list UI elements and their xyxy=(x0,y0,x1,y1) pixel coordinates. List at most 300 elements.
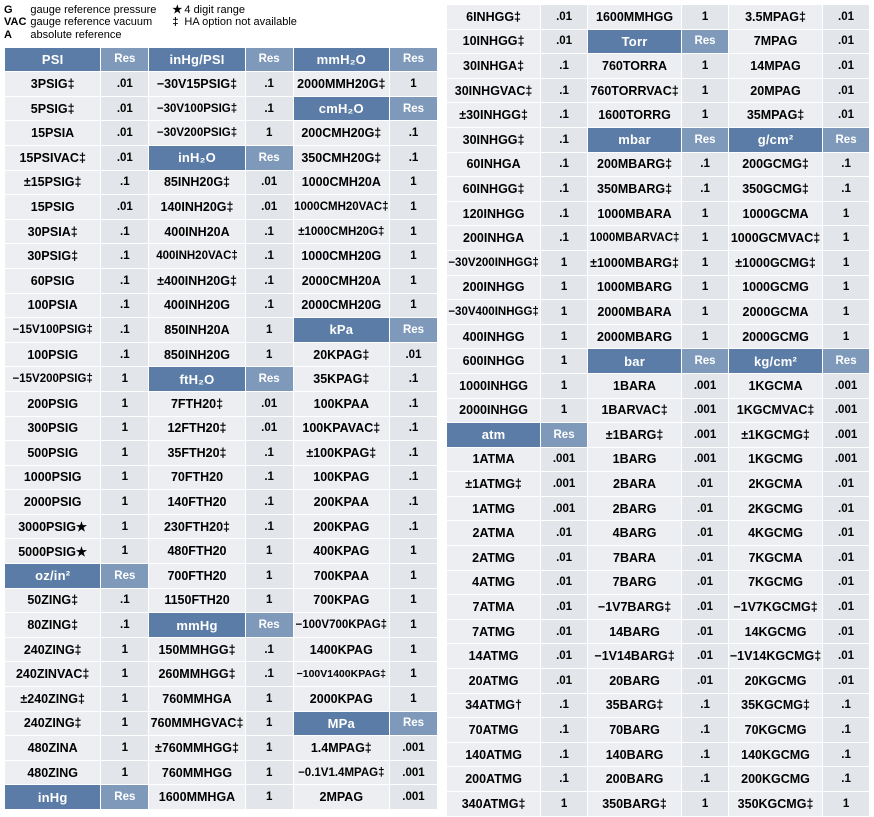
resolution-cell: .01 xyxy=(823,619,870,644)
table-row xyxy=(5,490,438,515)
resolution-cell: 1 xyxy=(823,226,870,251)
range-code-cell: 200KPAA xyxy=(293,490,389,515)
resolution-cell: 1 xyxy=(101,441,149,466)
unit-group-header: ftH₂O xyxy=(149,367,245,392)
table-row xyxy=(5,318,438,343)
range-code-cell: −30V15PSIG‡ xyxy=(149,72,245,97)
range-code-cell: 30PSIA‡ xyxy=(5,219,101,244)
table-row xyxy=(447,472,870,497)
range-code-cell: 85INH20G‡ xyxy=(149,170,245,195)
range-code-cell: 200MBARG‡ xyxy=(587,152,681,177)
resolution-header: Res xyxy=(389,711,437,736)
resolution-cell: .01 xyxy=(823,521,870,546)
resolution-header: Res xyxy=(389,318,437,343)
range-code-cell: 30INHGVAC‡ xyxy=(447,78,541,103)
range-code-cell: 7BARG xyxy=(587,570,681,595)
table-row xyxy=(5,539,438,564)
resolution-cell: .1 xyxy=(389,145,437,170)
range-code-cell: 14KGCMG xyxy=(728,619,822,644)
legend-key-g: G xyxy=(4,4,13,16)
range-code-cell: 2000MMH20G‡ xyxy=(293,72,389,97)
range-code-cell: 20KGCMG xyxy=(728,669,822,694)
resolution-cell: 1 xyxy=(101,465,149,490)
resolution-cell: 1 xyxy=(541,398,588,423)
resolution-cell: .01 xyxy=(823,78,870,103)
resolution-cell: .1 xyxy=(541,767,588,792)
resolution-cell: .01 xyxy=(823,595,870,620)
range-code-cell: ±400INH20G‡ xyxy=(149,268,245,293)
table-row xyxy=(447,5,870,30)
range-code-cell: 200KPAG xyxy=(293,514,389,539)
range-code-cell: 200CMH20G‡ xyxy=(293,121,389,146)
resolution-cell: .001 xyxy=(823,398,870,423)
range-code-cell: 2000MBARA xyxy=(587,300,681,325)
range-code-cell: 60INHGA xyxy=(447,152,541,177)
resolution-cell: 1 xyxy=(101,514,149,539)
resolution-cell: .001 xyxy=(389,760,437,785)
resolution-cell: .1 xyxy=(823,152,870,177)
range-code-cell: 35FTH20‡ xyxy=(149,441,245,466)
range-code-cell: 20BARG xyxy=(587,669,681,694)
range-code-cell: ±240ZING‡ xyxy=(5,687,101,712)
resolution-cell: 1 xyxy=(823,792,870,817)
range-code-cell: 100PSIG xyxy=(5,342,101,367)
table-row xyxy=(447,78,870,103)
resolution-cell: 1 xyxy=(245,318,293,343)
resolution-cell: .01 xyxy=(823,669,870,694)
range-code-cell: −30V200INHGG‡ xyxy=(447,250,541,275)
resolution-cell: .01 xyxy=(541,570,588,595)
range-code-cell: 35MPAG‡ xyxy=(728,103,822,128)
table-row xyxy=(5,736,438,761)
table-row xyxy=(447,373,870,398)
legend-value-vac: gauge reference vacuum xyxy=(30,16,153,29)
resolution-cell: .01 xyxy=(101,145,149,170)
resolution-cell: .001 xyxy=(682,447,729,472)
table-row xyxy=(5,219,438,244)
legend-note-dagger xyxy=(172,16,297,28)
range-code-cell: 350MBARG‡ xyxy=(587,177,681,202)
resolution-cell: .01 xyxy=(682,619,729,644)
range-code-cell: 1000CMH20G xyxy=(293,244,389,269)
resolution-cell: .01 xyxy=(682,644,729,669)
unit-group-header: inHg/PSI xyxy=(149,47,245,72)
range-code-cell: 1000CMH20A xyxy=(293,170,389,195)
range-code-cell: 1600TORRG xyxy=(587,103,681,128)
table-row xyxy=(447,595,870,620)
range-code-cell: 7KGCMA xyxy=(728,546,822,571)
resolution-header: Res xyxy=(245,367,293,392)
table-row xyxy=(5,785,438,810)
range-code-cell: 2000GCMG xyxy=(728,324,822,349)
resolution-cell: 1 xyxy=(389,195,437,220)
resolution-cell: 1 xyxy=(541,324,588,349)
table-row xyxy=(447,423,870,448)
resolution-header: Res xyxy=(245,613,293,638)
resolution-cell: 1 xyxy=(389,564,437,589)
range-code-cell: 1ATMG xyxy=(447,496,541,521)
resolution-header: Res xyxy=(101,564,149,589)
table-row xyxy=(5,711,438,736)
resolution-cell: 1 xyxy=(389,613,437,638)
resolution-cell: .01 xyxy=(541,5,588,30)
resolution-cell: 1 xyxy=(389,637,437,662)
resolution-cell: .1 xyxy=(682,718,729,743)
resolution-cell: 1 xyxy=(389,170,437,195)
resolution-header: Res xyxy=(823,127,870,152)
table-row xyxy=(447,177,870,202)
table-row xyxy=(447,718,870,743)
table-row xyxy=(447,570,870,595)
range-code-cell: 350CMH20G‡ xyxy=(293,145,389,170)
unit-group-header: inHg xyxy=(5,785,101,810)
resolution-cell: .01 xyxy=(823,54,870,79)
resolution-cell: 1 xyxy=(389,588,437,613)
range-code-cell: 4KGCMG xyxy=(728,521,822,546)
resolution-cell: 1 xyxy=(101,662,149,687)
resolution-cell: 1 xyxy=(823,250,870,275)
range-code-cell: 14MPAG xyxy=(728,54,822,79)
unit-group-header: atm xyxy=(447,423,541,448)
range-code-cell: 70FTH20 xyxy=(149,465,245,490)
table-row xyxy=(5,96,438,121)
resolution-cell: 1 xyxy=(682,201,729,226)
resolution-cell: .01 xyxy=(245,170,293,195)
table-row xyxy=(447,250,870,275)
resolution-cell: .1 xyxy=(101,219,149,244)
resolution-cell: 1 xyxy=(823,300,870,325)
resolution-cell: 1 xyxy=(245,687,293,712)
legend-value-g: gauge reference pressure xyxy=(30,4,157,16)
range-code-cell: −100V1400KPAG‡ xyxy=(293,662,389,687)
table-row xyxy=(5,121,438,146)
resolution-cell: 1 xyxy=(389,539,437,564)
table-row xyxy=(447,792,870,817)
table-row xyxy=(447,300,870,325)
range-code-cell: 400KPAG xyxy=(293,539,389,564)
table-row xyxy=(447,54,870,79)
resolution-cell: 1 xyxy=(823,275,870,300)
range-code-cell: 100KPAVAC‡ xyxy=(293,416,389,441)
range-code-cell: 1ATMA xyxy=(447,447,541,472)
resolution-cell: 1 xyxy=(682,300,729,325)
resolution-cell: .1 xyxy=(541,226,588,251)
range-code-cell: 1KGCMG xyxy=(728,447,822,472)
resolution-cell: .001 xyxy=(682,398,729,423)
legend-note-dagger-text: HA option not available xyxy=(184,16,297,29)
table-row xyxy=(447,29,870,54)
resolution-cell: .01 xyxy=(245,391,293,416)
resolution-cell: .001 xyxy=(682,373,729,398)
range-code-cell: 140KGCMG xyxy=(728,742,822,767)
table-row xyxy=(447,398,870,423)
resolution-cell: .1 xyxy=(245,244,293,269)
resolution-cell: 1 xyxy=(541,349,588,374)
range-code-cell: 300PSIG xyxy=(5,416,101,441)
resolution-cell: 1 xyxy=(389,687,437,712)
range-code-cell: 1000CMH20VAC‡ xyxy=(293,195,389,220)
resolution-cell: .01 xyxy=(101,72,149,97)
resolution-cell: .1 xyxy=(682,742,729,767)
range-code-cell: ±1000CMH20G‡ xyxy=(293,219,389,244)
range-code-cell: −30V100PSIG‡ xyxy=(149,96,245,121)
range-code-cell: 1BARG xyxy=(587,447,681,472)
resolution-header: Res xyxy=(245,145,293,170)
resolution-cell: .1 xyxy=(101,342,149,367)
range-code-cell: 1000GCMA xyxy=(728,201,822,226)
range-code-cell: 700FTH20 xyxy=(149,564,245,589)
table-row xyxy=(5,613,438,638)
resolution-cell: .1 xyxy=(101,293,149,318)
resolution-cell: .1 xyxy=(245,490,293,515)
range-code-cell: 200BARG xyxy=(587,767,681,792)
resolution-cell: .1 xyxy=(823,177,870,202)
table-row xyxy=(447,127,870,152)
table-row xyxy=(5,760,438,785)
range-code-cell: 1KGCMVAC‡ xyxy=(728,398,822,423)
resolution-cell: .01 xyxy=(682,521,729,546)
range-code-cell: 1000GCMVAC‡ xyxy=(728,226,822,251)
table-row xyxy=(5,514,438,539)
range-code-cell: 400INHGG xyxy=(447,324,541,349)
range-code-cell: 2MPAG xyxy=(293,785,389,810)
resolution-cell: .1 xyxy=(245,72,293,97)
resolution-cell: 1 xyxy=(541,300,588,325)
resolution-cell: .1 xyxy=(389,514,437,539)
resolution-cell: .1 xyxy=(682,767,729,792)
resolution-cell: 1 xyxy=(823,201,870,226)
range-code-cell: 50ZING‡ xyxy=(5,588,101,613)
range-code-cell: 20ATMG xyxy=(447,669,541,694)
resolution-cell: 1 xyxy=(101,637,149,662)
resolution-cell: .1 xyxy=(245,268,293,293)
table-row xyxy=(5,72,438,97)
range-code-cell: ±1KGCMG‡ xyxy=(728,423,822,448)
legend-key-vac: VAC xyxy=(4,16,27,29)
resolution-cell: .1 xyxy=(245,514,293,539)
range-code-cell: 240ZING‡ xyxy=(5,711,101,736)
resolution-cell: .01 xyxy=(245,195,293,220)
resolution-cell: .01 xyxy=(541,619,588,644)
resolution-cell: .1 xyxy=(682,177,729,202)
unit-group-header: g/cm² xyxy=(728,127,822,152)
table-row xyxy=(447,669,870,694)
resolution-cell: .1 xyxy=(682,693,729,718)
range-code-cell: 120INHGG xyxy=(447,201,541,226)
legend-note-star xyxy=(172,4,297,16)
table-row xyxy=(447,693,870,718)
range-code-cell: 240ZINVAC‡ xyxy=(5,662,101,687)
range-code-cell: 30PSIG‡ xyxy=(5,244,101,269)
resolution-cell: .01 xyxy=(541,595,588,620)
range-code-cell: −15V200PSIG‡ xyxy=(5,367,101,392)
resolution-header: Res xyxy=(682,349,729,374)
range-code-cell: 140FTH20 xyxy=(149,490,245,515)
resolution-cell: .01 xyxy=(823,5,870,30)
resolution-cell: .1 xyxy=(389,391,437,416)
resolution-cell: 1 xyxy=(682,250,729,275)
resolution-cell: .01 xyxy=(541,644,588,669)
range-code-cell: 2BARG xyxy=(587,496,681,521)
table-row xyxy=(5,244,438,269)
range-code-cell: −1V14BARG‡ xyxy=(587,644,681,669)
table-row xyxy=(5,342,438,367)
resolution-cell: .1 xyxy=(101,588,149,613)
resolution-cell: .1 xyxy=(682,152,729,177)
range-code-cell: 500PSIG xyxy=(5,441,101,466)
range-code-cell: 70KGCMG xyxy=(728,718,822,743)
range-code-cell: 15PSIG xyxy=(5,195,101,220)
resolution-cell: .1 xyxy=(541,693,588,718)
resolution-header: Res xyxy=(682,127,729,152)
range-code-cell: 2KGCMG xyxy=(728,496,822,521)
resolution-cell: 1 xyxy=(101,736,149,761)
table-row xyxy=(447,742,870,767)
range-code-cell: ±1BARG‡ xyxy=(587,423,681,448)
resolution-cell: .1 xyxy=(541,742,588,767)
range-code-cell: 260MMHGG‡ xyxy=(149,662,245,687)
resolution-cell: 1 xyxy=(245,539,293,564)
range-code-cell: 200INHGA xyxy=(447,226,541,251)
table-row xyxy=(447,619,870,644)
range-code-cell: 10INHGG‡ xyxy=(447,29,541,54)
resolution-header: Res xyxy=(101,47,149,72)
right-table-body xyxy=(447,5,870,817)
range-code-cell: 60INHGG‡ xyxy=(447,177,541,202)
range-code-cell: 350GCMG‡ xyxy=(728,177,822,202)
table-row xyxy=(5,637,438,662)
table-row xyxy=(5,170,438,195)
range-code-cell: 1000GCMG xyxy=(728,275,822,300)
range-code-cell: −100V700KPAG‡ xyxy=(293,613,389,638)
range-code-cell: ±30INHGG‡ xyxy=(447,103,541,128)
resolution-cell: 1 xyxy=(389,72,437,97)
resolution-cell: .01 xyxy=(541,546,588,571)
range-code-cell: 700KPAA xyxy=(293,564,389,589)
resolution-cell: 1 xyxy=(245,564,293,589)
resolution-cell: .01 xyxy=(541,521,588,546)
legend xyxy=(4,4,438,45)
range-code-cell: 2000INHGG xyxy=(447,398,541,423)
range-code-cell: 1.4MPAG‡ xyxy=(293,736,389,761)
range-code-cell: 340ATMG‡ xyxy=(447,792,541,817)
resolution-cell: .001 xyxy=(541,496,588,521)
resolution-cell: .001 xyxy=(389,736,437,761)
range-code-cell: 400INH20VAC‡ xyxy=(149,244,245,269)
resolution-cell: .01 xyxy=(682,496,729,521)
resolution-cell: .1 xyxy=(245,441,293,466)
resolution-cell: .001 xyxy=(823,423,870,448)
resolution-cell: 1 xyxy=(389,244,437,269)
resolution-cell: .1 xyxy=(541,152,588,177)
unit-group-header: inH₂O xyxy=(149,145,245,170)
table-row xyxy=(5,367,438,392)
left-units-table xyxy=(4,47,438,810)
resolution-cell: .1 xyxy=(541,177,588,202)
resolution-cell: .001 xyxy=(682,423,729,448)
resolution-cell: .01 xyxy=(101,96,149,121)
resolution-cell: .1 xyxy=(823,693,870,718)
resolution-cell: 1 xyxy=(682,54,729,79)
range-code-cell: 480FTH20 xyxy=(149,539,245,564)
resolution-cell: 1 xyxy=(101,687,149,712)
table-row xyxy=(447,447,870,472)
table-row xyxy=(5,293,438,318)
resolution-cell: .01 xyxy=(823,644,870,669)
range-code-cell: 34ATMG† xyxy=(447,693,541,718)
range-code-cell: 100KPAG xyxy=(293,465,389,490)
table-row xyxy=(447,521,870,546)
range-code-cell: 100PSIA xyxy=(5,293,101,318)
resolution-header: Res xyxy=(245,47,293,72)
resolution-cell: 1 xyxy=(823,324,870,349)
range-code-cell: 2ATMA xyxy=(447,521,541,546)
range-code-cell: 850INH20G xyxy=(149,342,245,367)
resolution-cell: 1 xyxy=(245,785,293,810)
range-code-cell: 60PSIG xyxy=(5,268,101,293)
range-code-cell: 2000CMH20G xyxy=(293,293,389,318)
resolution-cell: .1 xyxy=(101,170,149,195)
resolution-cell: .1 xyxy=(389,416,437,441)
resolution-cell: 1 xyxy=(541,373,588,398)
range-code-cell: 5000PSIG★ xyxy=(5,539,101,564)
resolution-cell: .1 xyxy=(101,268,149,293)
left-table-body xyxy=(5,47,438,809)
range-code-cell: 70BARG xyxy=(587,718,681,743)
resolution-cell: 1 xyxy=(541,250,588,275)
range-code-cell: 1000PSIG xyxy=(5,465,101,490)
range-code-cell: 1600MMHGA xyxy=(149,785,245,810)
resolution-cell: .1 xyxy=(245,465,293,490)
resolution-cell: .1 xyxy=(245,637,293,662)
range-code-cell: ±1ATMG‡ xyxy=(447,472,541,497)
resolution-cell: 1 xyxy=(682,792,729,817)
resolution-cell: 1 xyxy=(101,490,149,515)
table-row xyxy=(5,687,438,712)
range-code-cell: 1KGCMA xyxy=(728,373,822,398)
range-code-cell: 2000GCMA xyxy=(728,300,822,325)
right-table-block xyxy=(446,4,870,810)
resolution-cell: 1 xyxy=(389,293,437,318)
range-code-cell: ±1000GCMG‡ xyxy=(728,250,822,275)
unit-group-header: mmHg xyxy=(149,613,245,638)
range-code-cell: 2000PSIG xyxy=(5,490,101,515)
table-row xyxy=(5,416,438,441)
resolution-cell: .1 xyxy=(541,54,588,79)
resolution-cell: .01 xyxy=(682,472,729,497)
range-code-cell: −30V400INHGG‡ xyxy=(447,300,541,325)
range-code-cell: −0.1V1.4MPAG‡ xyxy=(293,760,389,785)
resolution-cell: .1 xyxy=(389,465,437,490)
resolution-cell: .01 xyxy=(389,342,437,367)
resolution-cell: .1 xyxy=(389,121,437,146)
range-code-cell: 30INHGG‡ xyxy=(447,127,541,152)
resolution-cell: 1 xyxy=(682,324,729,349)
range-code-cell: 1000MBARA xyxy=(587,201,681,226)
range-code-cell: 4BARG xyxy=(587,521,681,546)
range-code-cell: 1000MBARG xyxy=(587,275,681,300)
range-code-cell: 1BARVAC‡ xyxy=(587,398,681,423)
legend-notes xyxy=(172,4,297,45)
range-code-cell: 12FTH20‡ xyxy=(149,416,245,441)
range-code-cell: 7FTH20‡ xyxy=(149,391,245,416)
legend-key-a: A xyxy=(4,28,12,41)
range-code-cell: 1400KPAG xyxy=(293,637,389,662)
range-code-cell: ±760MMHGG‡ xyxy=(149,736,245,761)
resolution-cell: .1 xyxy=(541,127,588,152)
range-code-cell: −15V100PSIG‡ xyxy=(5,318,101,343)
right-units-table xyxy=(446,4,870,817)
